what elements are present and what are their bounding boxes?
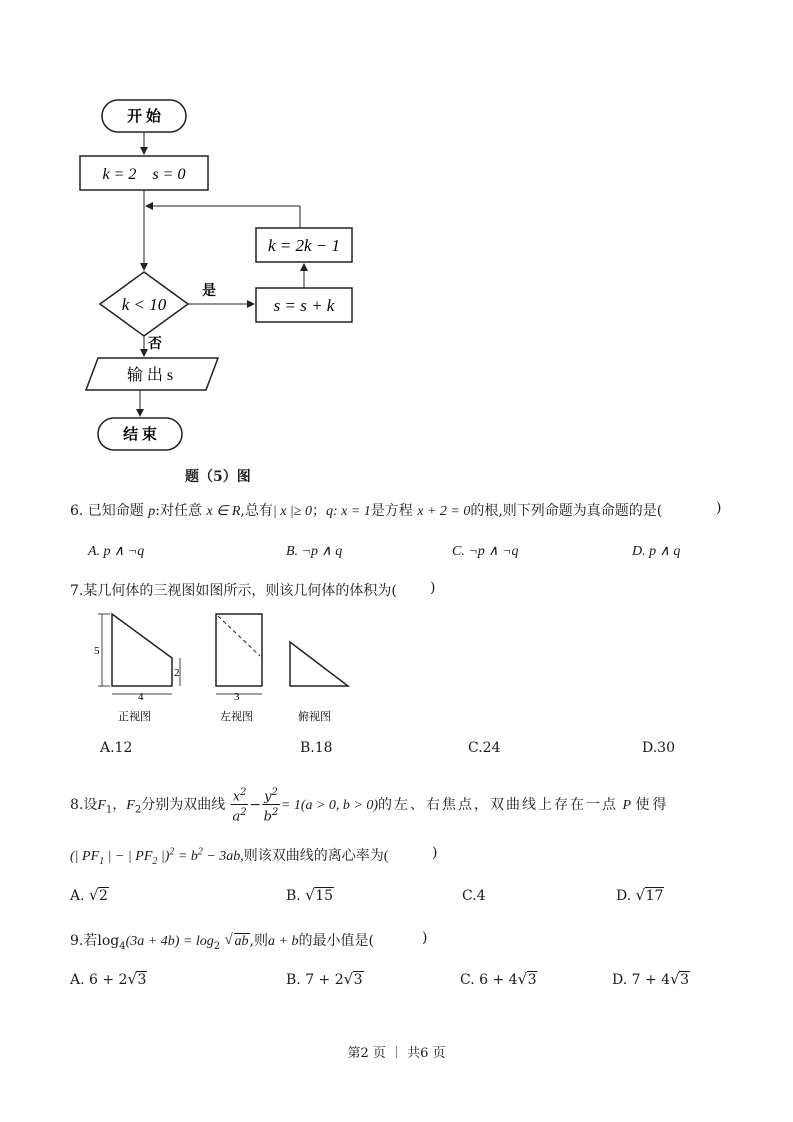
- q6-text: :对任意: [155, 503, 202, 519]
- q9-log: log: [97, 933, 120, 949]
- q9-opt: B. 7 + 2: [286, 972, 344, 988]
- q6-text: ,总有: [240, 503, 273, 519]
- q8-option-d[interactable]: [616, 888, 664, 904]
- q8-option-a[interactable]: [70, 888, 109, 904]
- question-7-stem: [70, 580, 397, 600]
- dim-4: 4: [138, 691, 144, 703]
- q8-frac-y: $\frac{y^2}{b^2}$: [263, 787, 279, 825]
- dim-2: 2: [174, 667, 180, 679]
- q9-root: 3: [527, 972, 537, 988]
- q8-option-c[interactable]: C.4: [462, 888, 486, 904]
- three-views-figure: [88, 608, 368, 728]
- q6-close-paren: ): [716, 500, 722, 516]
- q8-close-paren: ): [432, 845, 438, 861]
- q6-text: 是方程: [370, 503, 413, 519]
- q8-expr: |): [157, 849, 170, 864]
- yes-label: 是: [202, 284, 216, 299]
- q8-opt-letter: D.: [616, 888, 632, 904]
- q9-option-d[interactable]: [612, 972, 690, 988]
- q6-abs: | x |≥ 0: [272, 504, 312, 519]
- q8-eq: = 1(a > 0, b > 0): [280, 797, 379, 813]
- q7-option-c[interactable]: C.24: [468, 740, 501, 756]
- start-label: 开 始: [127, 109, 161, 125]
- top-view-shape: [290, 642, 348, 686]
- q9-close-paren: ): [422, 930, 428, 946]
- top-view-label: 俯视图: [298, 711, 331, 723]
- side-view-label: 左视图: [220, 711, 253, 723]
- q6-q: q: [325, 504, 333, 519]
- q8-expr: − 3ab: [202, 849, 241, 864]
- q9-expr: (3a + 4b) = log: [125, 934, 214, 949]
- q9-text: ,则: [249, 933, 268, 949]
- q9-opt: A. 6 + 2: [70, 972, 128, 988]
- q8-opt-val: 17: [645, 888, 664, 904]
- q6-option-d[interactable]: D. p ∧ q: [632, 544, 681, 559]
- q6-eq: x + 2 = 0: [417, 504, 471, 519]
- q9-text: 9.若: [70, 933, 98, 949]
- q8-option-b[interactable]: [286, 888, 334, 904]
- q9-sum: a + b: [268, 934, 299, 949]
- q7-text: 7.某几何体的三视图如图所示，则该几何体的体积为(: [70, 583, 397, 599]
- q8-p: P: [622, 797, 632, 813]
- q8-x: x: [232, 789, 241, 805]
- q8-opt-letter: A.: [70, 888, 85, 904]
- q8-frac-x: $\frac{x^2}{a^2}$: [232, 787, 247, 825]
- q8-f: F: [126, 797, 135, 813]
- q8-opt-val: 2: [99, 888, 108, 904]
- q6-text: 的根,则下列命题为真命题的是(: [470, 503, 663, 519]
- q9-text: 的最小值是(: [298, 933, 374, 949]
- side-view-shape: [216, 614, 262, 686]
- figure-caption: 题（5）图: [185, 469, 251, 485]
- q9-base: 4: [119, 940, 126, 952]
- q8-text: 分别为双曲线: [141, 796, 226, 813]
- dim-3: 3: [234, 691, 240, 703]
- front-view-label: 正视图: [118, 711, 151, 723]
- q8-expr: (| PF: [70, 849, 100, 864]
- q8-opt-letter: B.: [286, 888, 301, 904]
- q9-option-a[interactable]: [70, 972, 147, 988]
- q8-f: F: [97, 797, 106, 813]
- q8-b: b: [263, 809, 272, 825]
- q7-option-d[interactable]: D.30: [642, 740, 675, 756]
- end-label: 结 束: [123, 427, 157, 443]
- q9-option-b[interactable]: [286, 972, 364, 988]
- condition-label: k < 10: [121, 295, 167, 314]
- q7-option-a[interactable]: A.12: [100, 740, 133, 756]
- question-6-stem: [70, 500, 662, 520]
- question-9-stem: [70, 930, 374, 952]
- q9-root: 3: [353, 972, 363, 988]
- q7-close-paren: ): [430, 580, 436, 596]
- q8-y: y: [264, 789, 272, 805]
- q8-expr: | − | PF: [104, 849, 153, 864]
- flowchart: [70, 90, 400, 470]
- q9-base: 2: [213, 940, 221, 952]
- q8-opt-val: 15: [315, 888, 334, 904]
- q7-option-b[interactable]: B.18: [300, 740, 333, 756]
- q6-xr: x ∈ R: [206, 504, 241, 519]
- q8-text: 8.设: [70, 796, 98, 813]
- update-s-label: s = s + k: [273, 296, 335, 315]
- q9-root: 3: [680, 972, 689, 988]
- q9-opt: C. 6 + 4: [460, 972, 518, 988]
- q8-text: ,则该双曲线的离心率为(: [240, 849, 389, 864]
- q6-option-c[interactable]: C. ¬p ∧ ¬q: [452, 544, 519, 559]
- q8-text: ，: [112, 796, 127, 813]
- q8-line2: (| $PF_1$ | − | $PF_2$ $|)^2 = b^2 - 3ab$,则该双曲线的离心率为(: [70, 846, 389, 867]
- q6-option-b[interactable]: B. ¬p ∧ q: [286, 544, 343, 559]
- q9-opt: D. 7 + 4: [612, 972, 671, 988]
- q6-text: 6. 已知命题: [70, 503, 144, 519]
- update-k-label: k = 2k − 1: [267, 236, 341, 255]
- q6-option-a[interactable]: A. p ∧ ¬q: [88, 544, 145, 559]
- q6-p: p: [148, 504, 156, 519]
- q9-option-c[interactable]: [460, 972, 537, 988]
- init-label: k = 2 s = 0: [102, 166, 186, 183]
- q9-ab: ab: [234, 934, 249, 949]
- question-8-stem: 8.设$F_1$，$F_2$分别为双曲线 $\frac{x^2}{a^2}$ − $\frac{y^2}{b^2}$ = 1(a > 0, b > 0)的左、右焦点，双曲线上存在一点 P 使得: [70, 787, 670, 825]
- page-footer: 第2 页 ｜ 共6 页: [347, 1046, 446, 1061]
- q8-expr: = b: [174, 849, 198, 864]
- dim-5: 5: [94, 645, 100, 657]
- output-label: 输 出 s: [126, 367, 174, 384]
- front-view-shape: [112, 614, 172, 686]
- q6-text: ；: [311, 503, 326, 519]
- q9-root: 3: [137, 972, 147, 988]
- q8-a: a: [232, 809, 241, 825]
- no-label: 否: [148, 337, 162, 352]
- q8-text: 使得: [635, 796, 670, 813]
- q8-text: 的左、右焦点，双曲线上存在一点: [378, 796, 619, 813]
- q6-x1: : x = 1: [332, 504, 371, 519]
